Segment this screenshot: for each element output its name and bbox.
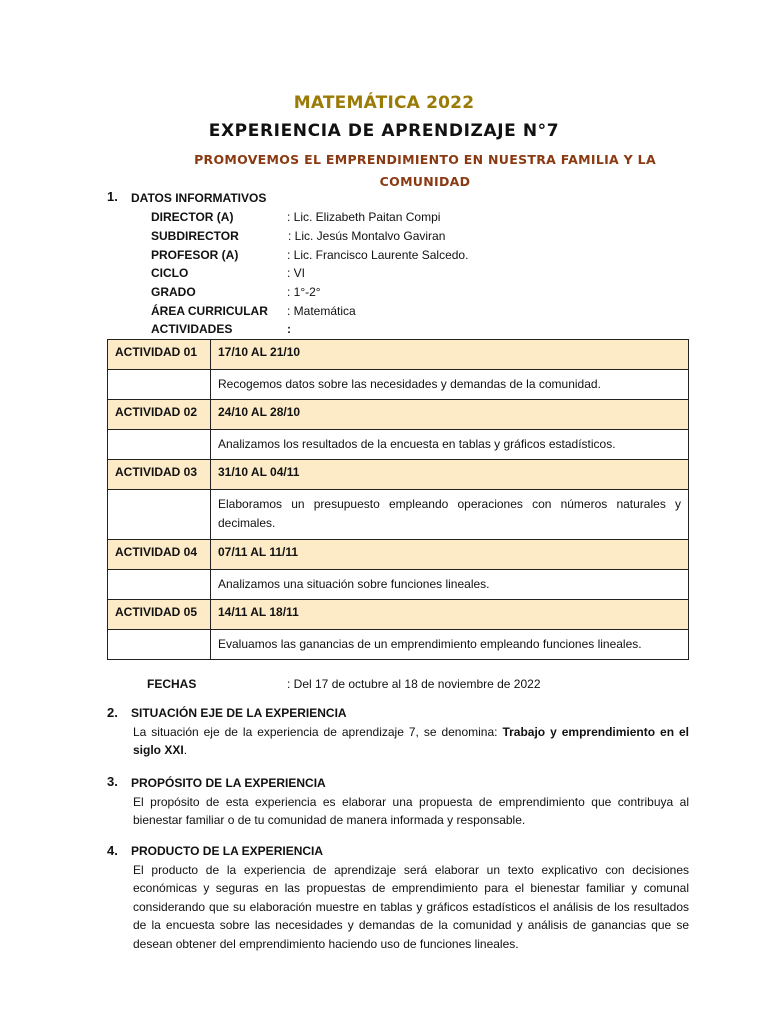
- activity-description-row: [108, 430, 689, 460]
- activity-description: Evaluamos las ganancias de un emprendimiento empleando funciones lineales.: [211, 630, 689, 660]
- section-4-number: 4.: [107, 843, 118, 858]
- activity-name: ACTIVIDAD 02: [108, 400, 211, 430]
- field-label-area: ÁREA CURRICULAR: [151, 304, 268, 318]
- activities-table: [107, 339, 689, 660]
- activity-description-row: [108, 490, 689, 540]
- activity-name: ACTIVIDAD 04: [108, 540, 211, 570]
- fechas-value: : Del 17 de octubre al 18 de noviembre de 2022: [287, 677, 541, 691]
- field-label-ciclo: CICLO: [151, 266, 189, 280]
- activity-dates: 14/11 AL 18/11: [211, 600, 689, 630]
- field-label-actividades: ACTIVIDADES: [151, 322, 233, 336]
- activity-empty-cell: [108, 430, 211, 460]
- activity-dates: 17/10 AL 21/10: [211, 340, 689, 370]
- activity-empty-cell: [108, 490, 211, 540]
- field-value-director: : Lic. Elizabeth Paitan Compi: [287, 210, 441, 224]
- activity-description-row: [108, 630, 689, 660]
- field-label-grado: GRADO: [151, 285, 196, 299]
- field-value-subdirector: : Lic. Jesús Montalvo Gaviran: [288, 229, 446, 243]
- activity-header-row: [108, 600, 689, 630]
- document-title: MATEMÁTICA 2022: [293, 93, 475, 113]
- field-value-actividades: :: [287, 322, 291, 336]
- field-value-area: : Matemática: [287, 304, 356, 318]
- activity-header-row: [108, 460, 689, 490]
- section-2-text-suffix: .: [183, 743, 188, 758]
- activity-name: ACTIVIDAD 01: [108, 340, 211, 370]
- fechas-label: FECHAS: [147, 677, 197, 691]
- section-3-title: PROPÓSITO DE LA EXPERIENCIA: [131, 776, 326, 790]
- activity-description-row: [108, 370, 689, 400]
- field-value-grado: : 1°-2°: [287, 285, 321, 299]
- field-value-profesor: : Lic. Francisco Laurente Salcedo.: [287, 248, 469, 262]
- activity-description-row: [108, 570, 689, 600]
- section-3-number: 3.: [107, 774, 118, 789]
- section-2-number: 2.: [107, 705, 118, 720]
- document-subtitle: EXPERIENCIA DE APRENDIZAJE N°7: [208, 121, 560, 141]
- field-label-director: DIRECTOR (A): [151, 210, 234, 224]
- section-1-number: 1.: [107, 189, 118, 204]
- activity-dates: 24/10 AL 28/10: [211, 400, 689, 430]
- activity-name: ACTIVIDAD 05: [108, 600, 211, 630]
- section-2-situation-name: Trabajo y emprendimiento en el siglo XXI: [133, 725, 689, 758]
- section-2-title: SITUACIÓN EJE DE LA EXPERIENCIA: [131, 706, 347, 720]
- experience-theme: PROMOVEMOS EL EMPRENDIMIENTO EN NUESTRA FAMILIA Y LA COMUNIDAD: [194, 152, 656, 189]
- activity-description: Analizamos una situación sobre funciones lineales.: [211, 570, 689, 600]
- section-1-title: DATOS INFORMATIVOS: [131, 191, 267, 205]
- activity-header-row: [108, 540, 689, 570]
- section-3-text: El propósito de esta experiencia es elaborar una propuesta de emprendimiento que contribuya al bienestar familiar o de tu comunidad de manera informada y responsable.: [133, 795, 689, 828]
- activity-description: Recogemos datos sobre las necesidades y demandas de la comunidad.: [211, 370, 689, 400]
- activity-empty-cell: [108, 370, 211, 400]
- activity-name: ACTIVIDAD 03: [108, 460, 211, 490]
- field-value-ciclo: : VI: [287, 266, 306, 280]
- activity-empty-cell: [108, 570, 211, 600]
- activity-dates: 07/11 AL 11/11: [211, 540, 689, 570]
- activity-header-row: [108, 340, 689, 370]
- section-2-text: [133, 723, 689, 760]
- activity-description: Analizamos los resultados de la encuesta en tablas y gráficos estadísticos.: [211, 430, 689, 460]
- field-label-subdirector: SUBDIRECTOR: [151, 229, 239, 243]
- field-label-profesor: PROFESOR (A): [151, 248, 239, 262]
- section-2-text-prefix: La situación eje de la experiencia de aprendizaje 7, se denomina:: [133, 725, 498, 739]
- activity-empty-cell: [108, 630, 211, 660]
- activity-description: Elaboramos un presupuesto empleando operaciones con números naturales y decimales.: [211, 490, 689, 540]
- section-4-text: El producto de la experiencia de aprendizaje será elaborar un texto explicativo con decisiones económicas y seguras en las propuestas de emprendimiento para el bienestar familiar y comunal considerando que su elaboración muestre en tablas y gráficos estadísticos el análisis de los resultados de la encuesta sobre las necesidades y demandas de la comunidad y análisis de ganancias que se desean obtener del emprendimiento haciendo uso de funciones lineales.: [133, 863, 689, 951]
- activity-header-row: [108, 400, 689, 430]
- section-4-title: PRODUCTO DE LA EXPERIENCIA: [131, 844, 324, 858]
- activity-dates: 31/10 AL 04/11: [211, 460, 689, 490]
